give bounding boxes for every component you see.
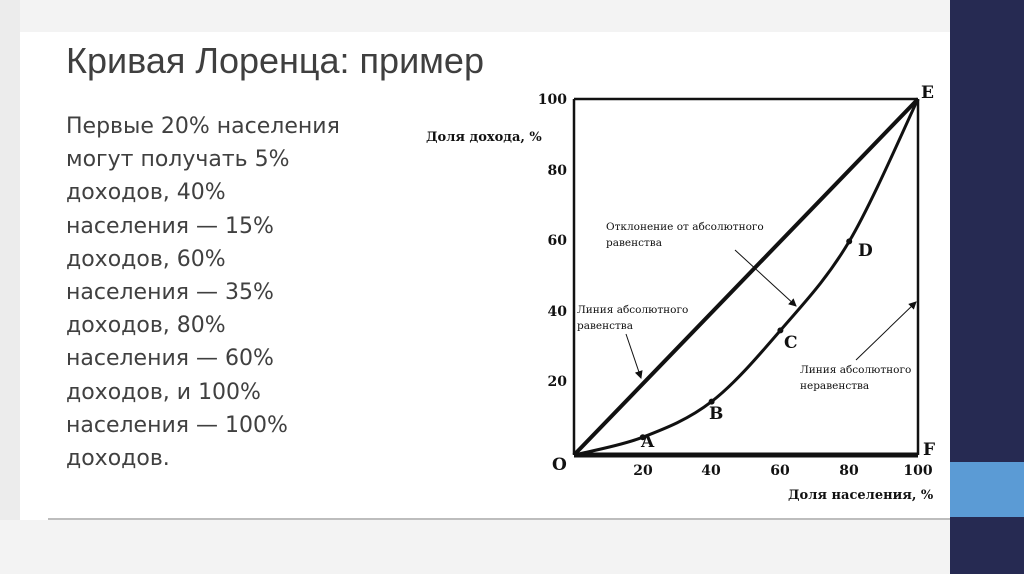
y-tick-label: 60 (547, 233, 567, 249)
y-tick-label: 100 (537, 92, 567, 108)
annotation-deviation-line2: равенства (606, 237, 662, 249)
y-axis-title: Доля дохода, % (426, 130, 542, 145)
x-tick-label: 40 (701, 463, 721, 479)
body-line: населения — 15% (66, 213, 274, 239)
body-line: доходов. (66, 446, 170, 472)
annotation-inequality-line2: неравенства (800, 380, 870, 392)
body-line: доходов, 60% (66, 246, 226, 272)
annotation-deviation-line1: Отклонение от абсолютного (606, 221, 764, 233)
lorenz-point-d (846, 238, 852, 244)
x-tick-label: 60 (770, 463, 790, 479)
x-tick-label: 20 (633, 463, 653, 479)
body-line: населения — 60% (66, 346, 274, 372)
annotation-inequality-arrow (856, 302, 916, 360)
x-tick-label: 100 (903, 463, 933, 479)
corner-label-e: E (921, 83, 934, 103)
body-line: населения — 35% (66, 280, 274, 306)
point-label-b: B (709, 404, 724, 424)
slide-title: Кривая Лоренца: пример (66, 40, 484, 81)
y-tick-label: 20 (547, 374, 567, 390)
lorenz-point-c (777, 327, 783, 333)
body-line: доходов, 40% (66, 180, 226, 206)
origin-label: O (552, 455, 567, 475)
x-axis-title: Доля населения, % (788, 488, 934, 503)
annotation-equality-line1: Линия абсолютного (577, 304, 689, 316)
y-tick-label: 80 (547, 163, 567, 179)
annotation-equality-line2: равенства (577, 320, 633, 332)
annotation-equality-arrow (626, 334, 641, 378)
y-tick-label: 40 (547, 304, 567, 320)
point-label-c: C (784, 333, 798, 353)
body-line: населения — 100% (66, 412, 288, 438)
corner-label-f: F (923, 440, 936, 460)
annotation-inequality-line1: Линия абсолютного (800, 364, 912, 376)
x-tick-label: 80 (839, 463, 859, 479)
body-line: Первые 20% населения (66, 114, 340, 139)
curve-points (640, 238, 852, 440)
point-label-d: D (858, 241, 873, 261)
body-line: доходов, 80% (66, 313, 226, 339)
body-line: доходов, и 100% (66, 379, 261, 405)
body-line: могут получать 5% (66, 147, 290, 173)
equality-line (574, 99, 918, 455)
point-label-a: A (641, 432, 655, 452)
